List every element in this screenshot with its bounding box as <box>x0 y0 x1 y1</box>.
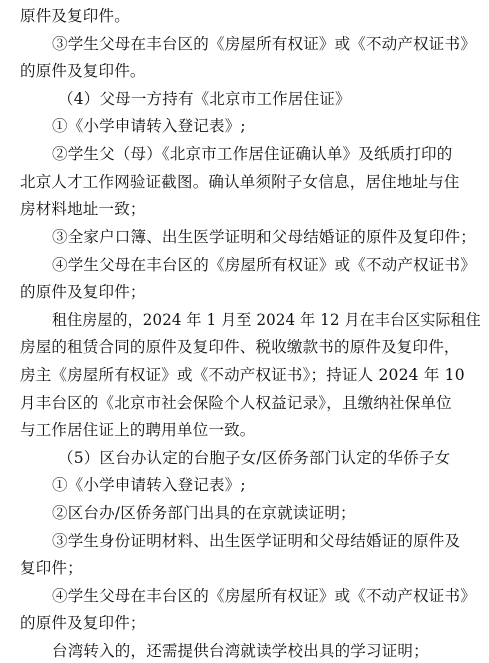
text-line: ④学生父母在丰台区的《房屋所有权证》或《不动产权证书》 <box>52 255 476 274</box>
section-heading: （4）父母一方持有《北京市工作居住证》 <box>58 89 351 108</box>
section-heading: （5）区台办认定的台胞子女/区侨务部门认定的华侨子女 <box>58 448 451 467</box>
text-line: ③全家户口簿、出生医学证明和父母结婚证的原件及复印件； <box>52 227 476 246</box>
text-line: 原件及复印件。 <box>20 7 130 25</box>
text-line: 租住房屋的，2024 年 1 月至 2024 年 12 月在丰台区实际租住 <box>52 310 481 329</box>
text-line: 北京人才工作网验证截图。确认单须附子女信息，居住地址与住 <box>20 172 460 191</box>
text-line: 房材料地址一致； <box>20 200 146 219</box>
text-line: ③学生身份证明材料、出生医学证明和父母结婚证的原件及 <box>52 531 461 550</box>
text-line: 复印件； <box>20 559 83 578</box>
text-line: 的原件及复印件； <box>20 283 146 302</box>
text-line: 房主《房屋所有权证》或《不动产权证书》；持证人 2024 年 10 <box>20 365 465 384</box>
text-line: 房屋的租赁合同的原件及复印件、税收缴款书的原件及复印件， <box>20 338 460 357</box>
text-line: 与工作居住证上的聘用单位一致。 <box>20 421 256 440</box>
text-line: 月丰台区的《北京市社会保险个人权益记录》，且缴纳社保单位 <box>20 393 452 412</box>
text-line: 的原件及复印件； <box>20 614 146 633</box>
text-line: 的原件及复印件。 <box>20 62 146 81</box>
text-line: 台湾转入的，还需提供台湾就读学校出具的学习证明； <box>52 642 429 660</box>
text-line: ②学生父（母）《北京市工作居住证确认单》及纸质打印的 <box>52 145 453 163</box>
text-line: ②区台办/区侨务部门出具的在京就读证明； <box>52 504 356 522</box>
text-line: ③学生父母在丰台区的《房屋所有权证》或《不动产权证书》 <box>52 34 476 53</box>
text-line: ①《小学申请转入登记表》; <box>52 117 246 136</box>
text-line: ①《小学申请转入登记表》; <box>52 476 246 495</box>
text-line: ④学生父母在丰台区的《房屋所有权证》或《不动产权证书》 <box>52 586 476 605</box>
